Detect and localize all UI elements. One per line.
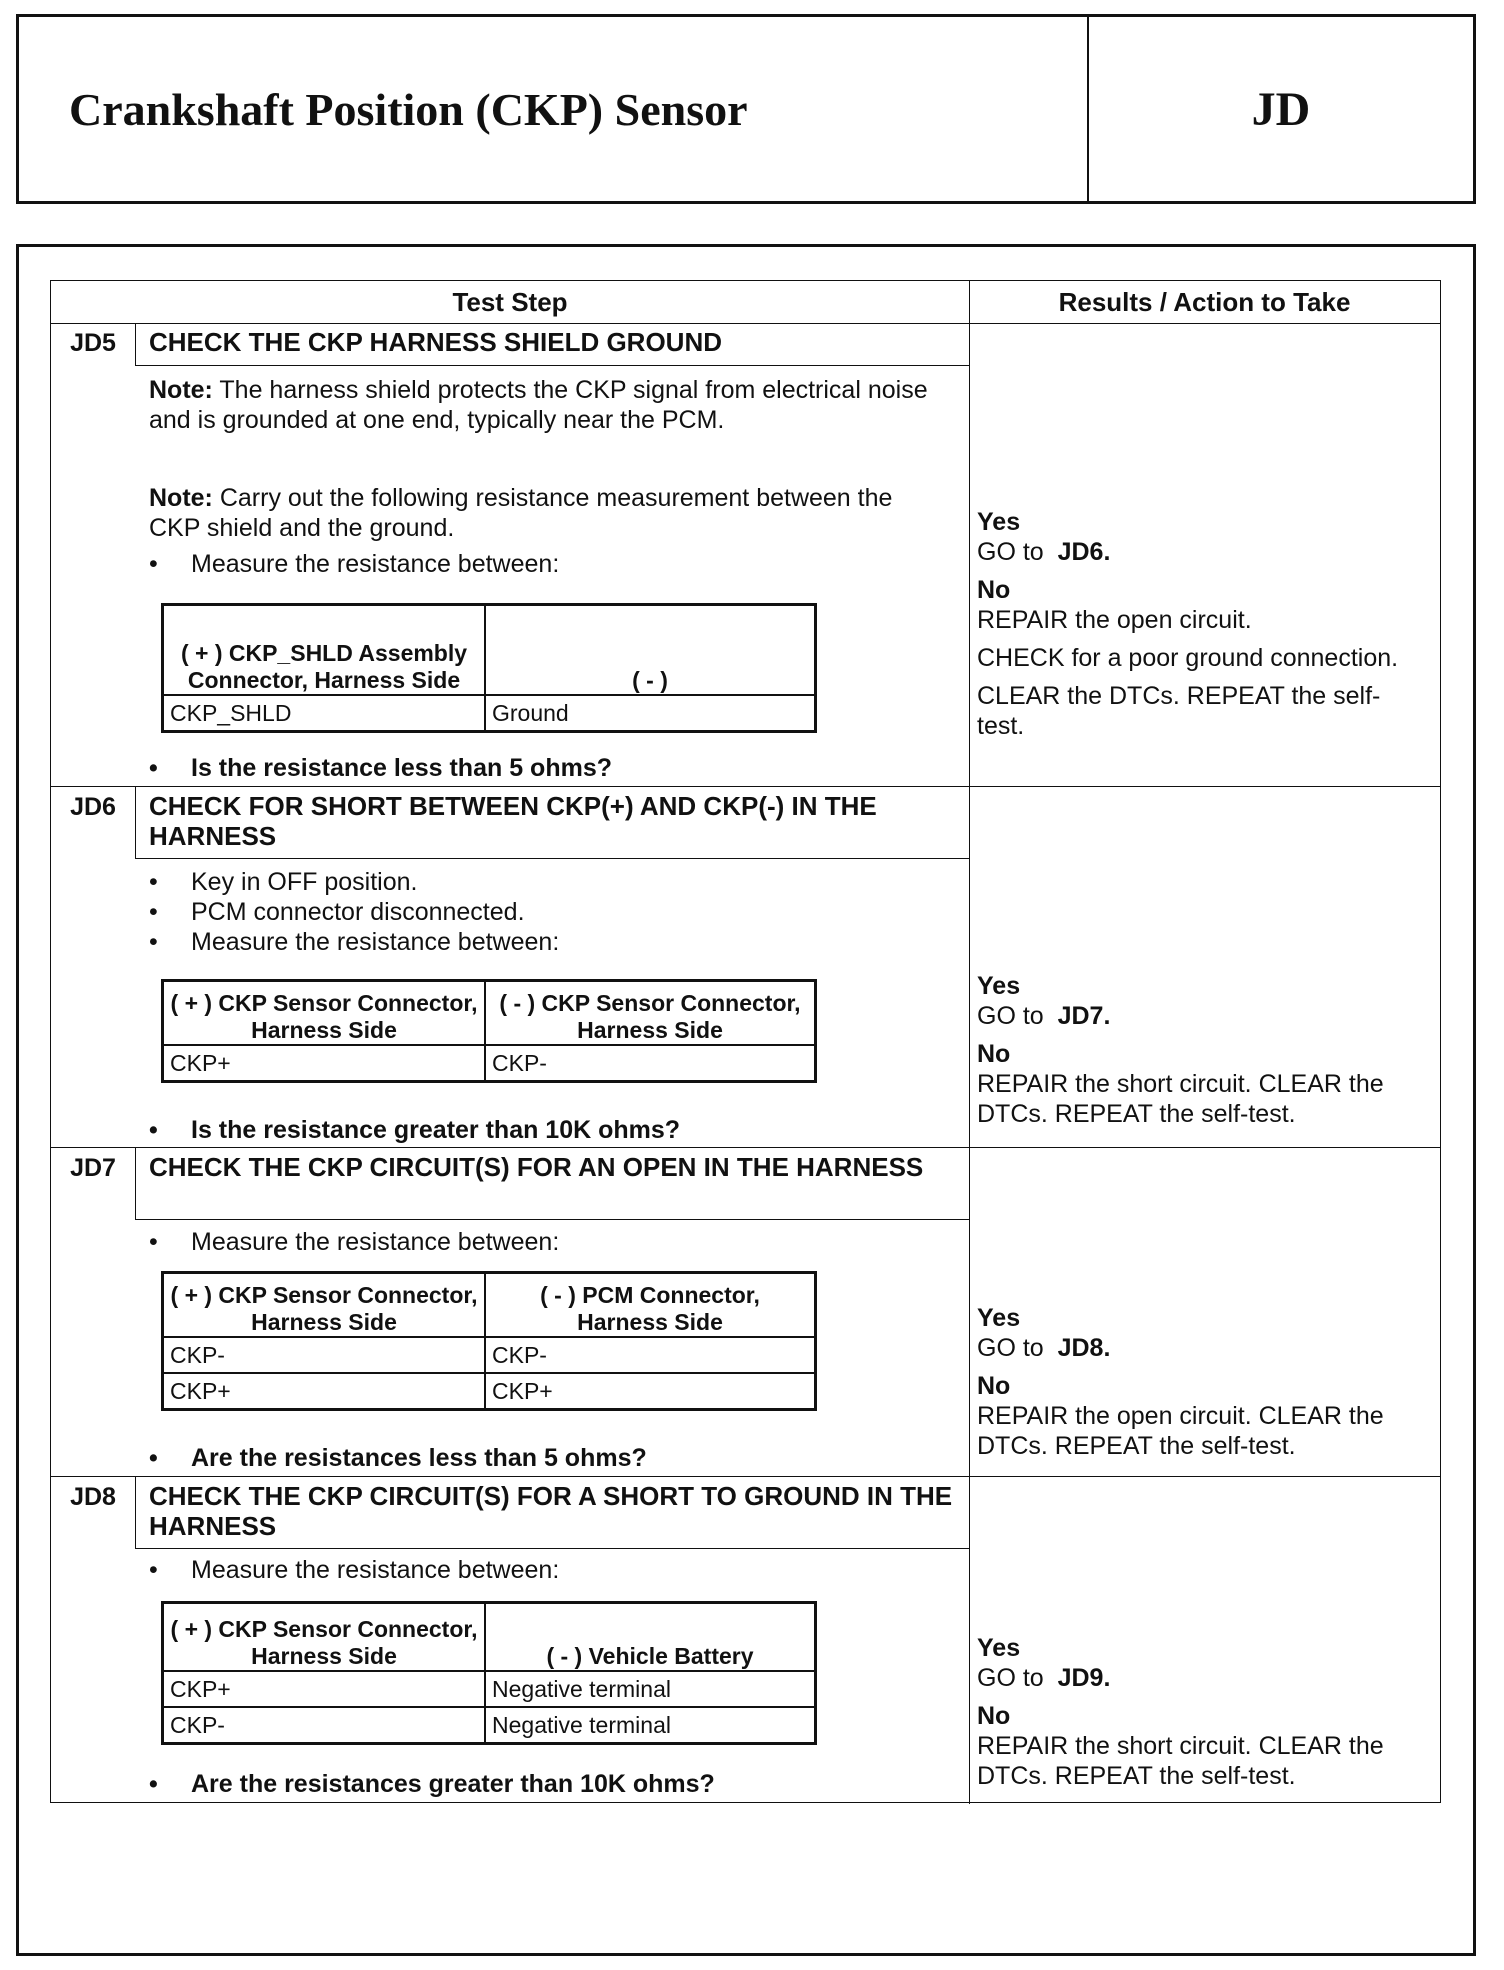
step-title: CHECK FOR SHORT BETWEEN CKP(+) AND CKP(-) IN THE HARNESS xyxy=(149,791,877,851)
row-divider xyxy=(51,1147,1440,1148)
title-divider xyxy=(135,1548,969,1549)
bullet-text: Key in OFF position. xyxy=(191,868,418,896)
column-header-test-step: Test Step xyxy=(452,286,568,317)
step-id: JD5 xyxy=(70,329,116,357)
no-label: No xyxy=(977,1372,1011,1400)
measurement-table xyxy=(161,603,817,733)
no-label: No xyxy=(977,1040,1011,1068)
section-code: JD xyxy=(1251,82,1311,136)
table-row xyxy=(163,1337,816,1373)
bullet-dot: • xyxy=(149,1556,158,1584)
yes-label: Yes xyxy=(977,1304,1021,1332)
bullet-dot: • xyxy=(149,1228,158,1256)
bullet-text: Measure the resistance between: xyxy=(191,1556,560,1584)
no-label: No xyxy=(977,576,1011,604)
id-divider xyxy=(135,1147,136,1219)
column-header-results: Results / Action to Take xyxy=(1058,286,1351,317)
bullet-text: Measure the resistance between: xyxy=(191,928,560,956)
column-divider xyxy=(969,281,970,1804)
table-cell: CKP+ xyxy=(163,1671,486,1707)
bullet-dot: • xyxy=(149,1770,158,1798)
yes-target: JD7. xyxy=(1057,1002,1111,1030)
measurement-table xyxy=(161,979,817,1083)
note-text: Carry out the following resistance measurement between the CKP shield and the ground. xyxy=(149,484,893,542)
table-cell: CKP+ xyxy=(163,1373,486,1410)
step-title: CHECK THE CKP HARNESS SHIELD GROUND xyxy=(149,327,723,357)
measurement-table xyxy=(161,1271,817,1411)
measurement-table xyxy=(161,1601,817,1745)
note-label: Note: xyxy=(149,484,213,512)
id-divider xyxy=(135,1476,136,1548)
question-text: Is the resistance less than 5 ohms? xyxy=(191,754,612,782)
note-text: The harness shield protects the CKP signal from electrical noise and is grounded at one end, typically near the PCM. xyxy=(149,376,928,434)
table-row xyxy=(163,695,816,732)
table-cell: CKP_SHLD xyxy=(163,695,486,732)
id-divider xyxy=(135,323,136,365)
table-cell: CKP- xyxy=(163,1707,486,1744)
yes-target: JD9. xyxy=(1057,1664,1111,1692)
table-header-minus: ( - ) CKP Sensor Connector, Harness Side xyxy=(485,981,816,1046)
no-action: REPAIR the open circuit. xyxy=(977,606,1252,634)
page-header xyxy=(16,14,1476,204)
id-divider xyxy=(135,786,136,858)
bullet-dot: • xyxy=(149,1444,158,1472)
question-text: Are the resistances greater than 10K ohms? xyxy=(191,1770,715,1798)
yes-action: GO to xyxy=(977,538,1044,566)
table-cell: CKP+ xyxy=(485,1373,816,1410)
yes-action: GO to xyxy=(977,1002,1044,1030)
yes-label: Yes xyxy=(977,508,1021,536)
table-cell: Negative terminal xyxy=(485,1707,816,1744)
results-jd7 xyxy=(977,1303,1417,1469)
no-action: CHECK for a poor ground connection. xyxy=(977,644,1399,672)
table-cell: CKP- xyxy=(485,1337,816,1373)
row-divider xyxy=(51,1476,1440,1477)
results-jd6 xyxy=(977,971,1417,1137)
title-divider xyxy=(135,858,969,859)
page-title: Crankshaft Position (CKP) Sensor xyxy=(19,17,1089,201)
step-id: JD7 xyxy=(70,1154,116,1182)
table-row xyxy=(163,1373,816,1410)
table-cell: Ground xyxy=(485,695,816,732)
step-id: JD6 xyxy=(70,793,116,821)
title-divider xyxy=(135,365,969,366)
yes-label: Yes xyxy=(977,1634,1021,1662)
no-action: REPAIR the short circuit. CLEAR the DTCs. REPEAT the self-test. xyxy=(977,1732,1384,1790)
bullet-dot: • xyxy=(149,898,158,926)
title-divider xyxy=(135,1219,969,1220)
bullet-text: PCM connector disconnected. xyxy=(191,898,525,926)
table-row xyxy=(163,1671,816,1707)
table-header-plus: ( + ) CKP Sensor Connector, Harness Side xyxy=(163,1603,486,1672)
no-action: CLEAR the DTCs. REPEAT the self-test. xyxy=(977,682,1381,740)
table-header-minus: ( - ) Vehicle Battery xyxy=(485,1603,816,1672)
bullet-dot: • xyxy=(149,1116,158,1144)
yes-label: Yes xyxy=(977,972,1021,1000)
table-header-minus: ( - ) PCM Connector, Harness Side xyxy=(485,1273,816,1338)
step-title: CHECK THE CKP CIRCUIT(S) FOR A SHORT TO GROUND IN THE HARNESS xyxy=(149,1481,953,1541)
table-cell: CKP+ xyxy=(163,1045,486,1082)
yes-action: GO to xyxy=(977,1664,1044,1692)
bullet-dot: • xyxy=(149,550,158,578)
note-label: Note: xyxy=(149,376,213,404)
table-header-plus: ( + ) CKP Sensor Connector, Harness Side xyxy=(163,1273,486,1338)
table-header-plus: ( + ) CKP_SHLD Assembly Connector, Harness Side xyxy=(163,605,486,696)
yes-action: GO to xyxy=(977,1334,1044,1362)
bullet-text: Measure the resistance between: xyxy=(191,550,560,578)
yes-target: JD6. xyxy=(1057,538,1111,566)
table-header-plus: ( + ) CKP Sensor Connector, Harness Side xyxy=(163,981,486,1046)
bullet-text: Measure the resistance between: xyxy=(191,1228,560,1256)
table-row xyxy=(163,1045,816,1082)
results-jd8 xyxy=(977,1633,1417,1799)
table-cell: CKP- xyxy=(163,1337,486,1373)
test-step-table xyxy=(50,280,1441,1803)
table-header-minus: ( - ) xyxy=(485,605,816,696)
question-text: Are the resistances less than 5 ohms? xyxy=(191,1444,647,1472)
bullet-dot: • xyxy=(149,868,158,896)
yes-target: JD8. xyxy=(1057,1334,1111,1362)
no-label: No xyxy=(977,1702,1011,1730)
results-jd5 xyxy=(977,507,1417,749)
bullet-dot: • xyxy=(149,754,158,782)
no-action: REPAIR the open circuit. CLEAR the DTCs. REPEAT the self-test. xyxy=(977,1402,1384,1460)
note xyxy=(149,375,929,435)
table-row xyxy=(163,1707,816,1744)
table-cell: CKP- xyxy=(485,1045,816,1082)
question-text: Is the resistance greater than 10K ohms? xyxy=(191,1116,681,1144)
step-id: JD8 xyxy=(70,1483,116,1511)
no-action: REPAIR the short circuit. CLEAR the DTCs. REPEAT the self-test. xyxy=(977,1070,1384,1128)
bullet-dot: • xyxy=(149,928,158,956)
row-divider xyxy=(51,323,1440,324)
row-divider xyxy=(51,786,1440,787)
step-title: CHECK THE CKP CIRCUIT(S) FOR AN OPEN IN THE HARNESS xyxy=(149,1152,924,1182)
note xyxy=(149,483,929,543)
table-cell: Negative terminal xyxy=(485,1671,816,1707)
